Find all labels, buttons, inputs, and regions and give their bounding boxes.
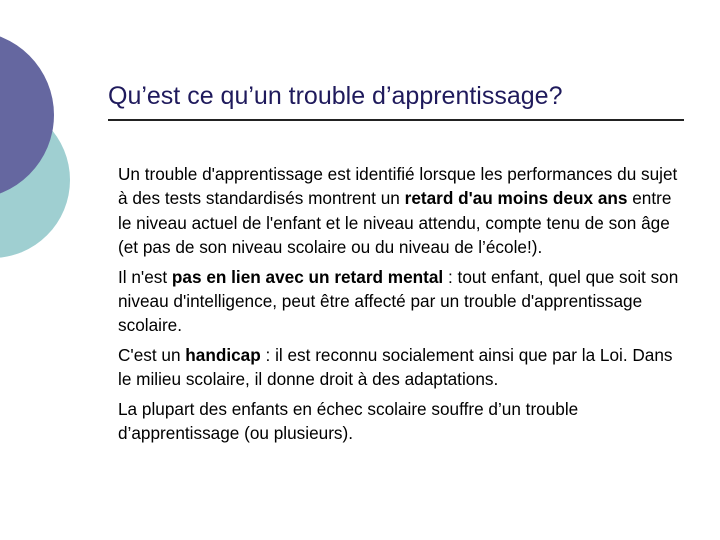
text-segment: entre le niveau actuel de l'enfant et le niveau attendu, compte tenu de son âge (et pas de son niveau scolaire ou du niveau de l’école!). <box>118 188 672 258</box>
text-segment: Il n'est <box>118 266 172 287</box>
paragraph-school-failure <box>118 397 683 446</box>
paragraph-intelligence <box>118 265 683 338</box>
text-segment: : tout enfant, quel que soit son niveau d'intelligence, peut être affecté par un trouble d'apprentissage scolaire. <box>118 266 679 336</box>
title-underline <box>108 119 684 121</box>
paragraph-definition <box>118 162 683 260</box>
bold-text-segment: handicap <box>185 344 261 365</box>
slide-title: Qu’est ce qu’un trouble d’apprentissage? <box>108 82 563 110</box>
text-segment: La plupart des enfants en échec scolaire souffre d’un trouble d’apprentissage (ou plusieurs). <box>118 398 579 444</box>
bold-text-segment: pas en lien avec un retard mental <box>171 266 444 287</box>
decorative-circles <box>0 0 120 300</box>
text-segment: C'est un <box>118 344 186 365</box>
slide-body <box>118 162 683 450</box>
text-segment: Un trouble d'apprentissage est identifié lorsque les performances du sujet à des tests standardisés montrent un <box>118 164 678 209</box>
bold-text-segment: retard d'au moins deux ans <box>404 188 628 209</box>
paragraph-handicap <box>118 343 683 392</box>
text-segment: : il est reconnu socialement ainsi que par la Loi. Dans le milieu scolaire, il donne droit à des adaptations. <box>118 344 673 390</box>
